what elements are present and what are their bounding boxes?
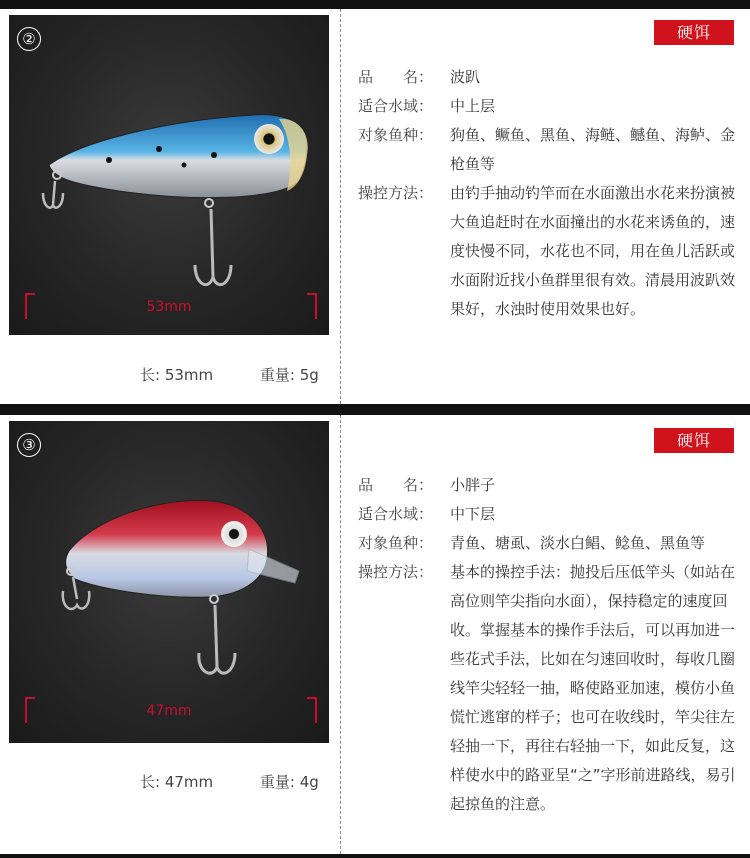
item-number-badge: ③	[17, 433, 41, 457]
info-key: 操控方法：	[358, 563, 434, 581]
info-row-water	[358, 92, 738, 121]
info-value: 小胖子	[450, 476, 496, 494]
info-key: 品 名：	[358, 68, 434, 86]
lure-info	[358, 63, 738, 324]
info-row-method	[358, 179, 738, 324]
info-value: 基本的操控手法：抛投后压低竿头（如站在高位则竿尖指向水面），保持稳定的速度回收。掌握基本的操作手法后，可以再加进一些花式手法，比如在匀速回收时，每收几圈线竿尖轻轻一抽，略使路亚加速，模仿小鱼慌忙逃窜的样子；也可在收线时，竿尖往左轻抽一下，再往右轻抽一下，如此反复，这样使水中的路亚呈“之”字形前进路线，易引起掠鱼的注意。	[450, 563, 736, 813]
weight-value: 重量: 4g	[259, 773, 319, 791]
lure-photo-crank	[9, 421, 329, 743]
weight-value: 重量: 5g	[259, 366, 319, 384]
info-row-target-fish	[358, 529, 738, 558]
crank-lure-illustration	[9, 421, 329, 743]
top-divider-bar	[0, 0, 750, 9]
length-value: 长: 47mm	[140, 773, 214, 791]
measure-label: 53mm	[146, 299, 192, 315]
info-value: 狗鱼、鳜鱼、黑鱼、海鲢、鳡鱼、海鲈、金枪鱼等	[450, 126, 736, 173]
lure-section-popper	[0, 9, 750, 404]
lure-section-crank	[0, 415, 750, 854]
item-number-badge: ②	[17, 27, 41, 51]
info-row-name	[358, 471, 738, 500]
popper-lure-illustration	[9, 15, 329, 335]
lure-info	[358, 471, 738, 819]
measure-label: 47mm	[146, 703, 192, 719]
info-row-method	[358, 558, 738, 819]
info-row-name	[358, 63, 738, 92]
info-value: 波趴	[450, 68, 481, 86]
lure-photo-popper	[9, 15, 329, 335]
dashed-separator	[340, 9, 341, 404]
info-key: 品 名：	[358, 476, 434, 494]
info-key: 适合水域：	[358, 505, 434, 523]
bottom-divider-bar	[0, 854, 750, 858]
info-key: 对象鱼种：	[358, 126, 434, 144]
hard-bait-tag: 硬饵	[654, 428, 734, 453]
info-row-target-fish	[358, 121, 738, 179]
lure-specs	[140, 364, 361, 385]
dashed-separator	[340, 415, 341, 854]
info-value: 青鱼、塘虱、淡水白鲳、鲶鱼、黑鱼等	[450, 534, 706, 552]
info-row-water	[358, 500, 738, 529]
info-key: 操控方法：	[358, 184, 434, 202]
hard-bait-tag: 硬饵	[654, 20, 734, 45]
info-value: 中上层	[450, 97, 496, 115]
info-key: 对象鱼种：	[358, 534, 434, 552]
info-key: 适合水域：	[358, 97, 434, 115]
info-value: 中下层	[450, 505, 496, 523]
lure-specs	[140, 771, 361, 792]
info-value: 由钓手抽动钓竿而在水面激出水花来扮演被大鱼追赶时在水面撞出的水花来诱鱼的，速度快慢不同，水花也不同，用在鱼儿活跃或水面附近找小鱼群里很有效。清晨用波趴效果好，水浊时使用效果也好。	[450, 184, 736, 318]
length-value: 长: 53mm	[140, 366, 214, 384]
middle-divider-bar	[0, 404, 750, 415]
